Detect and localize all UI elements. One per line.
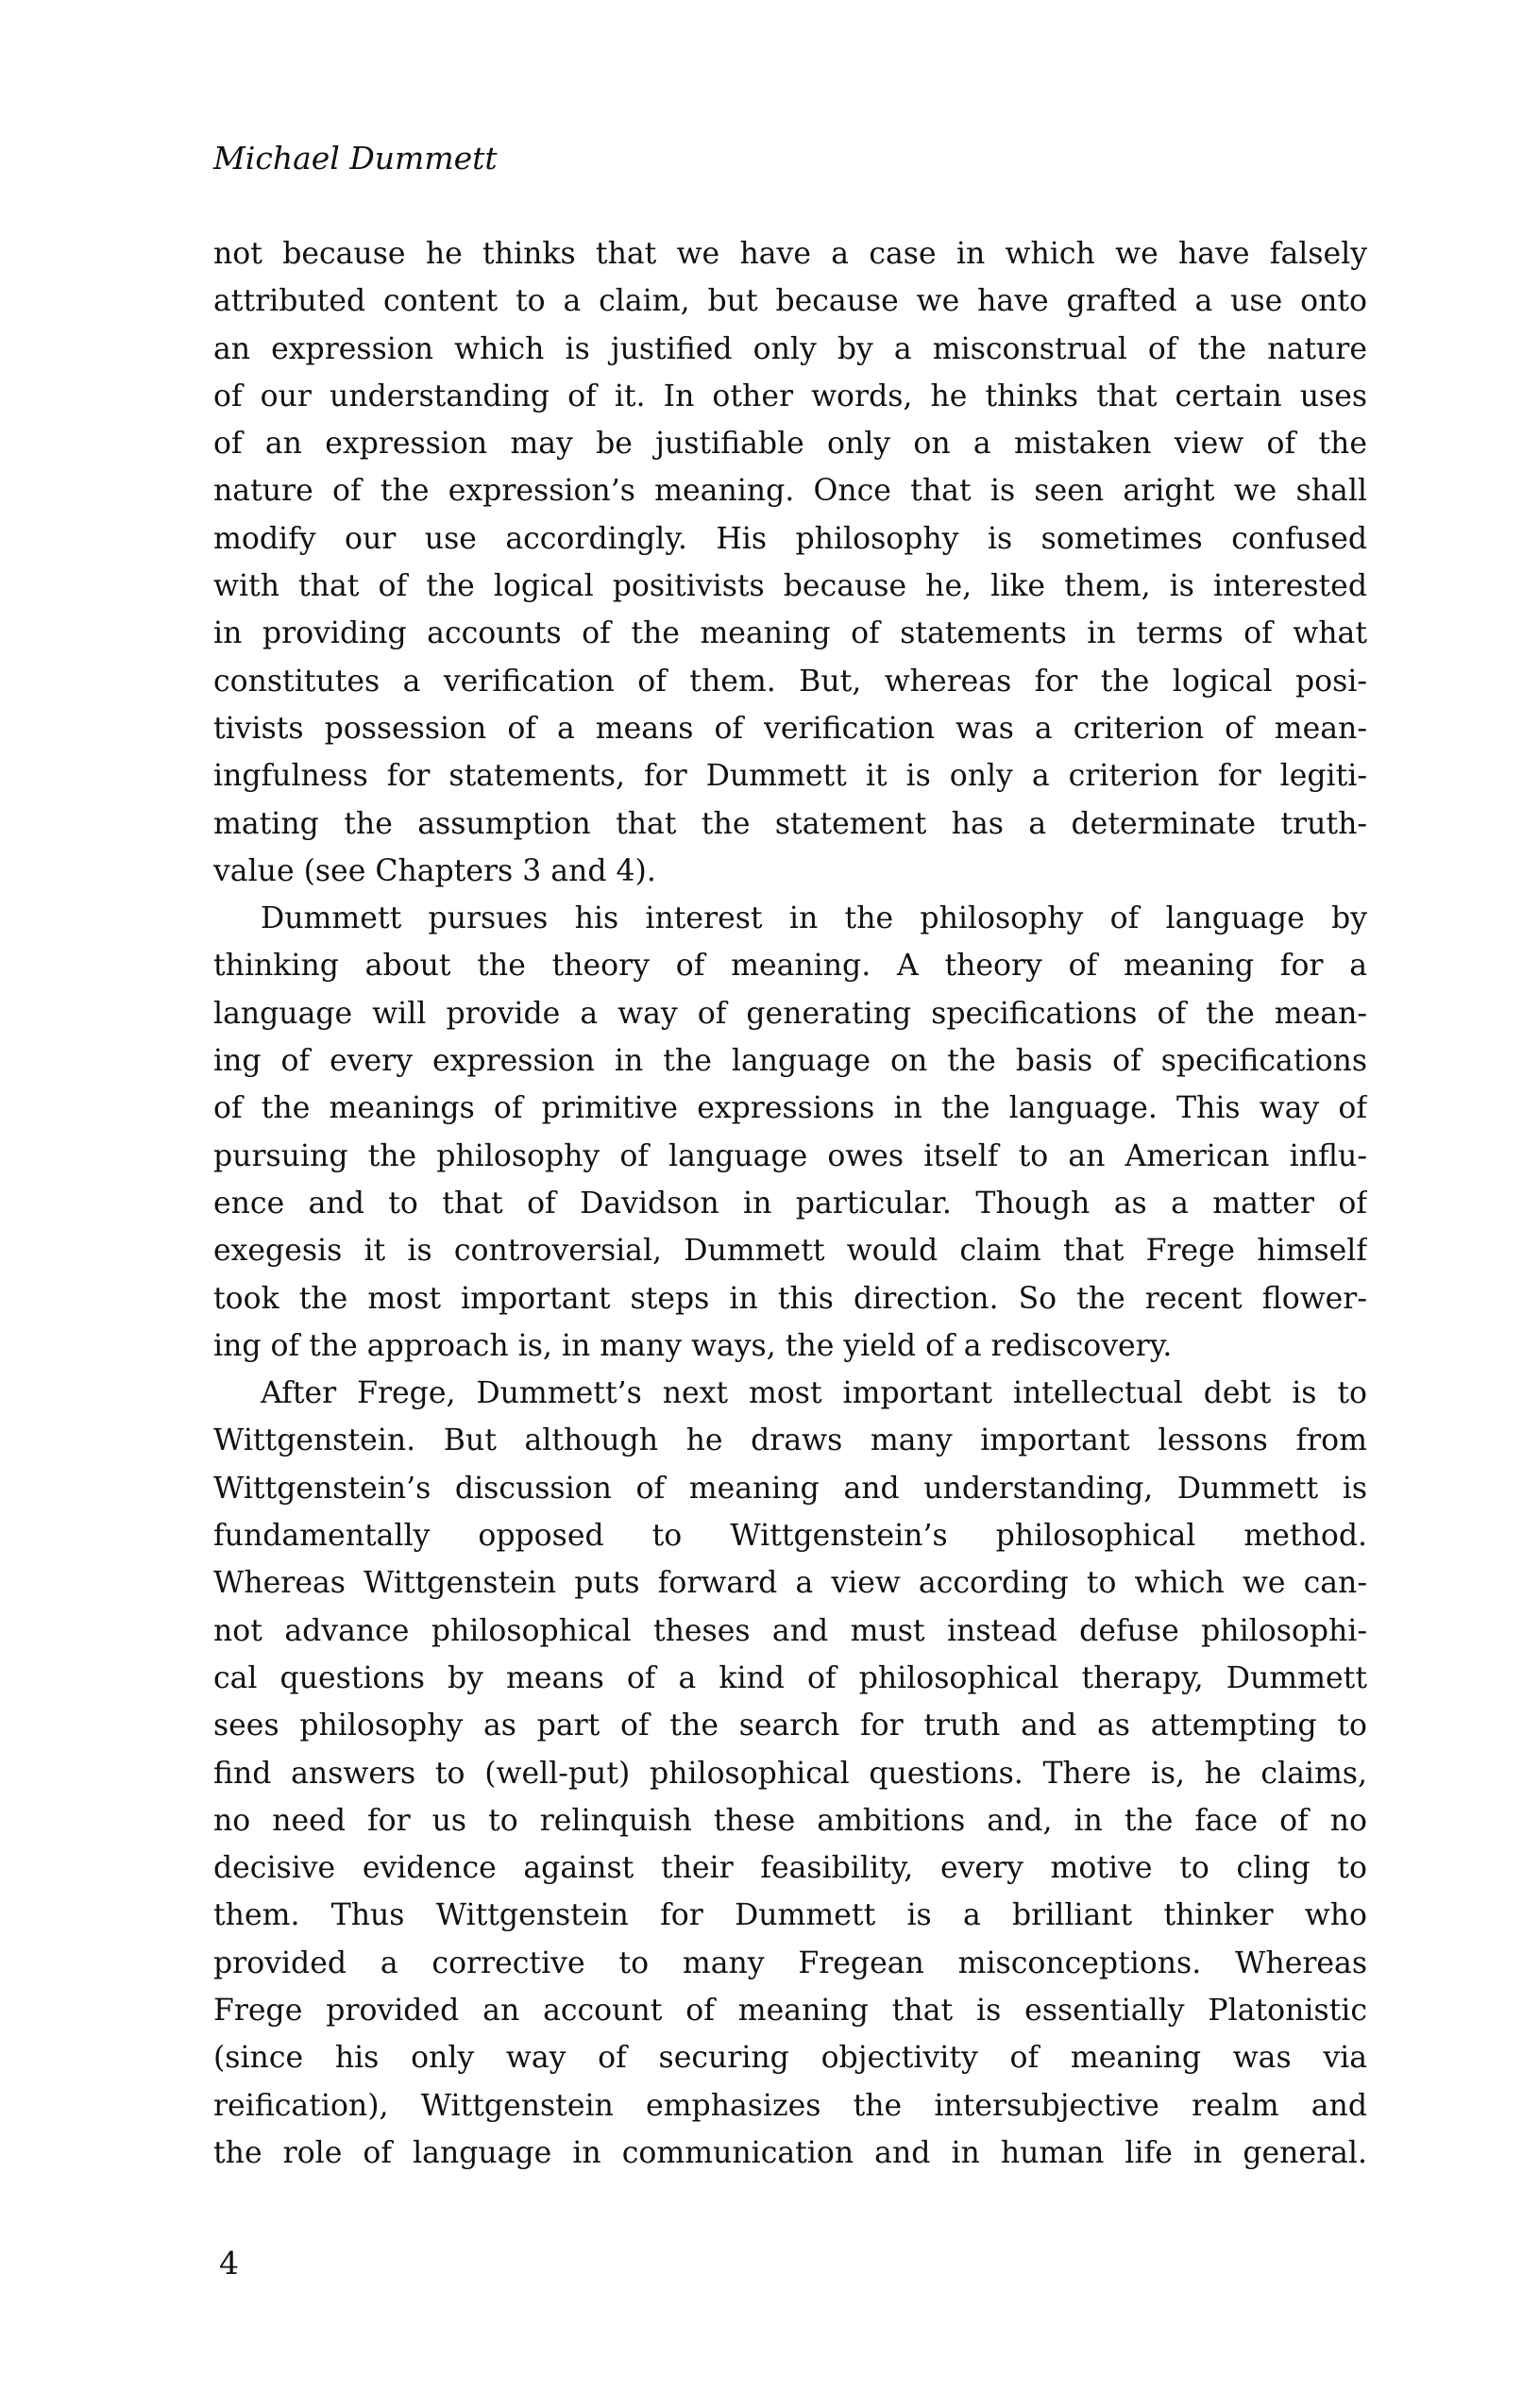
text-line: ence and to that of Davidson in particular. Though as a matter of bbox=[213, 1186, 1367, 1221]
text-line: an expression which is justified only by a misconstrual of the nature bbox=[213, 331, 1367, 366]
text-line: provided a corrective to many Fregean misconceptions. Whereas bbox=[213, 1945, 1367, 1980]
page-number: 4 bbox=[219, 2245, 239, 2282]
text-line: sees philosophy as part of the search for truth and as attempting to bbox=[213, 1709, 1367, 1743]
text-line: Dummett pursues his interest in the philosophy of language by bbox=[261, 901, 1367, 936]
text-line: exegesis it is controversial, Dummett would claim that Frege himself bbox=[213, 1234, 1367, 1269]
text-line: reification), Wittgenstein emphasizes the intersubjective realm and bbox=[213, 2088, 1367, 2123]
text-line: of the meanings of primitive expressions in the language. This way of bbox=[213, 1091, 1367, 1126]
text-line: thinking about the theory of meaning. A theory of meaning for a bbox=[213, 949, 1367, 984]
text-line: ing of the approach is, in many ways, the yield of a rediscovery. bbox=[213, 1328, 1173, 1363]
text-line: decisive evidence against their feasibility, every motive to cling to bbox=[213, 1851, 1367, 1886]
text-line: value (see Chapters 3 and 4). bbox=[213, 853, 656, 888]
body-text bbox=[213, 230, 1367, 2177]
text-line: find answers to (well-put) philosophical questions. There is, he claims, bbox=[213, 1756, 1367, 1791]
text-line: ing of every expression in the language on the basis of specifications bbox=[213, 1044, 1367, 1079]
paragraph-1 bbox=[213, 230, 1367, 895]
text-line: nature of the expression’s meaning. Once that is seen aright we shall bbox=[213, 474, 1367, 509]
text-line: pursuing the philosophy of language owes itself to an American influ- bbox=[213, 1138, 1367, 1173]
text-line: Wittgenstein’s discussion of meaning and understanding, Dummett is bbox=[213, 1471, 1367, 1506]
text-line: cal questions by means of a kind of philosophical therapy, Dummett bbox=[213, 1660, 1367, 1695]
text-line: of an expression may be justifiable only on a mistaken view of the bbox=[213, 427, 1367, 462]
text-line: the role of language in communication and in human life in general. bbox=[213, 2135, 1367, 2170]
text-line: took the most important steps in this direction. So the recent flower- bbox=[213, 1281, 1367, 1316]
text-line: in providing accounts of the meaning of statements in terms of what bbox=[213, 616, 1367, 651]
text-line: not advance philosophical theses and must instead defuse philosophi- bbox=[213, 1613, 1367, 1648]
text-line: Wittgenstein. But although he draws many important lessons from bbox=[213, 1423, 1367, 1458]
text-line: no need for us to relinquish these ambitions and, in the face of no bbox=[213, 1803, 1367, 1838]
text-line: (since his only way of securing objectivity of meaning was via bbox=[213, 2041, 1367, 2076]
text-line: tivists possession of a means of verification was a criterion of mean- bbox=[213, 711, 1367, 746]
running-head: Michael Dummett bbox=[213, 140, 498, 177]
text-line: them. Thus Wittgenstein for Dummett is a brilliant thinker who bbox=[213, 1898, 1367, 1933]
paragraph-3 bbox=[213, 1370, 1367, 2177]
text-line: modify our use accordingly. His philosophy is sometimes confused bbox=[213, 521, 1367, 556]
text-line: After Frege, Dummett’s next most important intellectual debt is to bbox=[261, 1376, 1367, 1411]
text-line: of our understanding of it. In other words, he thinks that certain uses bbox=[213, 379, 1367, 413]
paragraph-2 bbox=[213, 895, 1367, 1370]
text-line: with that of the logical positivists because he, like them, is interested bbox=[213, 569, 1367, 604]
text-line: attributed content to a claim, but because we have grafted a use onto bbox=[213, 284, 1367, 319]
text-line: Frege provided an account of meaning that is essentially Platonistic bbox=[213, 1993, 1367, 2028]
text-line: mating the assumption that the statement has a determinate truth- bbox=[213, 806, 1367, 841]
text-line: not because he thinks that we have a case in which we have falsely bbox=[213, 237, 1367, 271]
text-line: constitutes a verification of them. But, whereas for the logical posi- bbox=[213, 664, 1367, 699]
text-line: ingfulness for statements, for Dummett it is only a criterion for legiti- bbox=[213, 759, 1367, 794]
text-line: language will provide a way of generating specifications of the mean- bbox=[213, 996, 1367, 1031]
text-line: fundamentally opposed to Wittgenstein’s philosophical method. bbox=[213, 1519, 1367, 1554]
text-line: Whereas Wittgenstein puts forward a view according to which we can- bbox=[213, 1566, 1367, 1601]
